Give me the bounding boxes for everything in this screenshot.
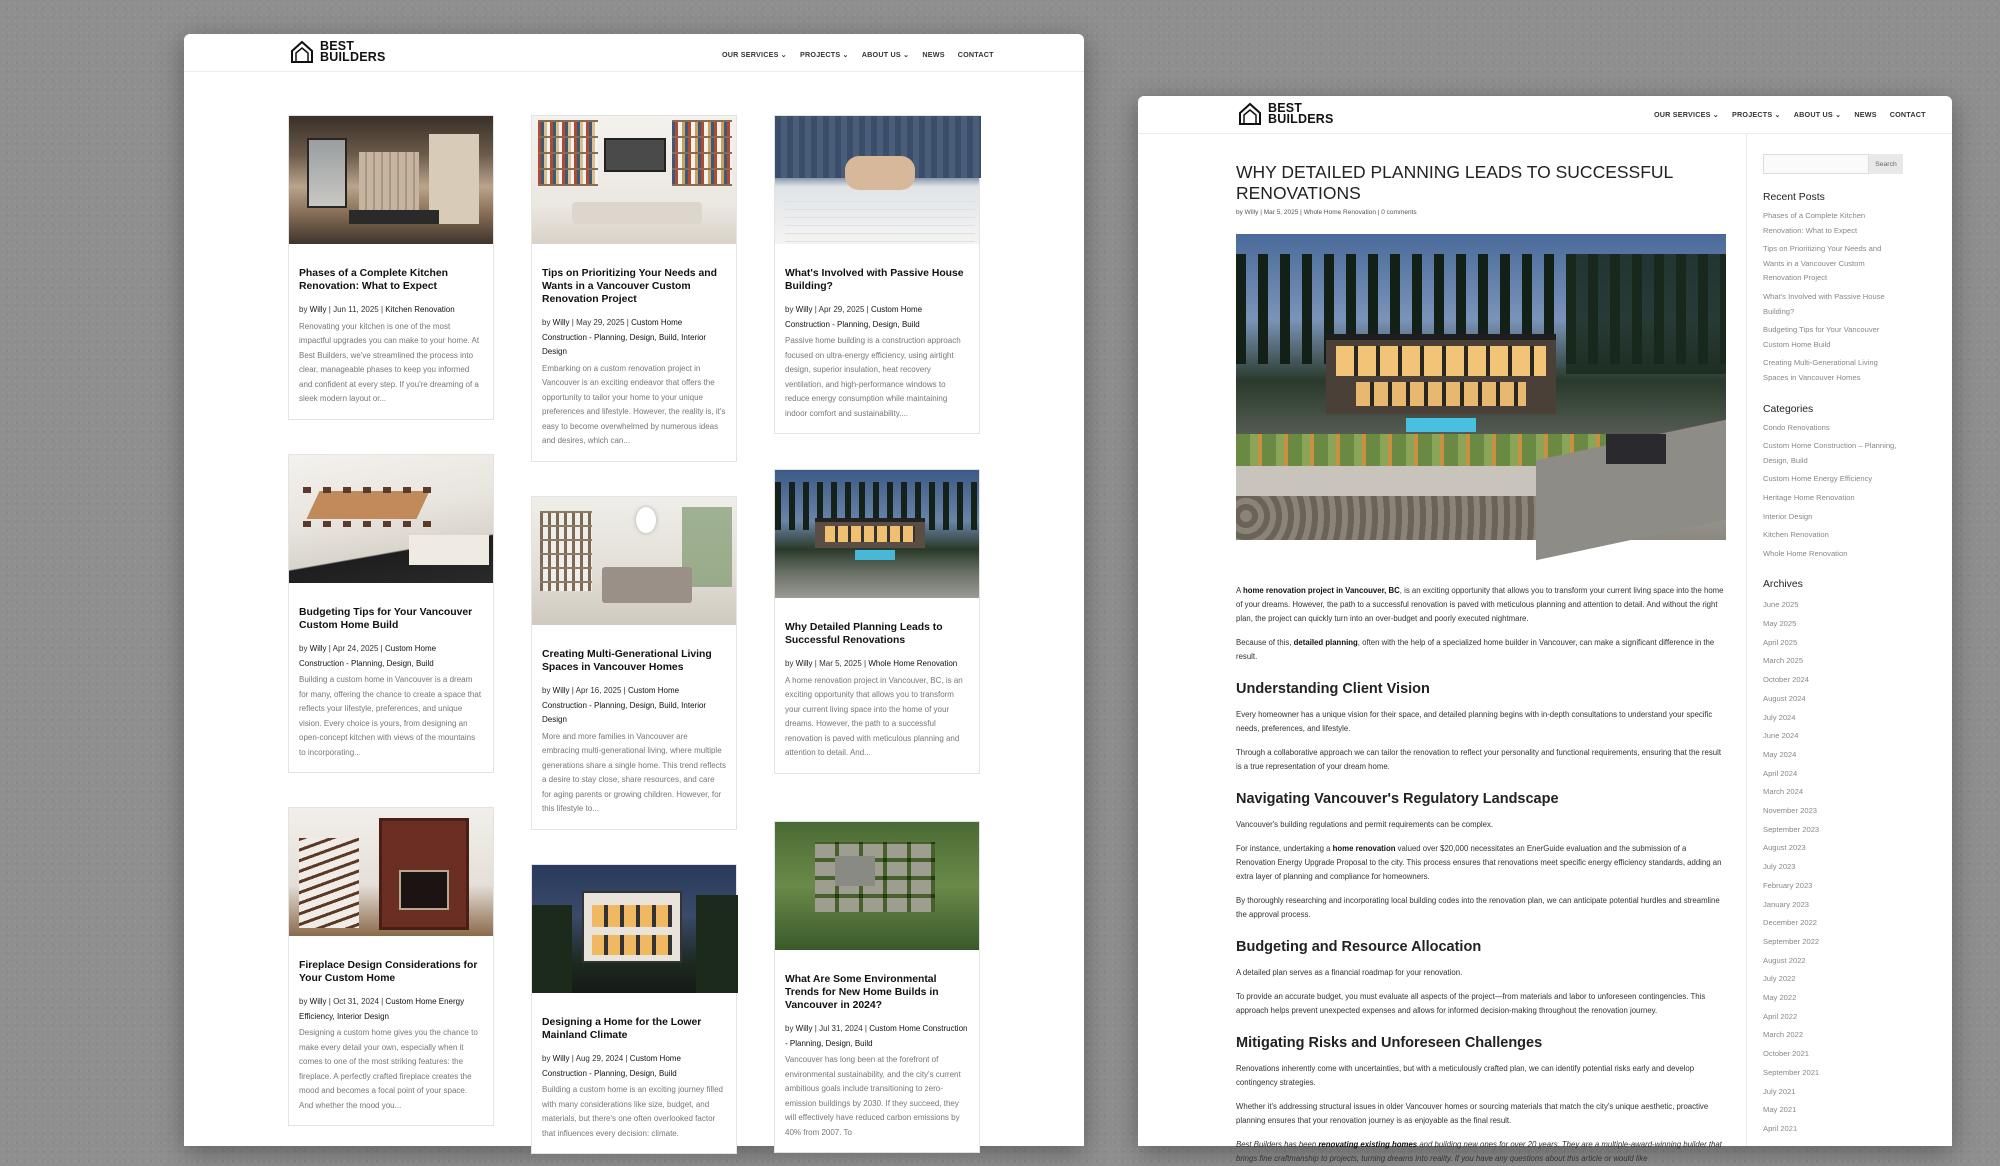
archive-link[interactable]: October 2024 [1763,675,1810,685]
article-paragraph: Best Builders has been renovating existing homes and building new ones for over 20 years. They are a multiple-award-winning builder that brings fine craftmanship to projects, turning dreams into reality. If you have any questions about this article or would like [1236,1140,1722,1163]
post-title[interactable]: Tips on Prioritizing Your Needs and Wants in a Vancouver Custom Renovation Project [542,268,717,305]
site-header [184,34,1084,72]
blog-listing-window [184,34,1084,1146]
post-author[interactable]: Willy [552,1054,570,1063]
category-link[interactable]: Kitchen Renovation [1763,530,1829,540]
archive-link[interactable]: January 2023 [1763,899,1810,909]
post-category[interactable]: Custom Home Construction - Planning, Design, Build [785,1024,968,1048]
post-thumbnail[interactable] [289,808,493,936]
post-excerpt: A home renovation project in Vancouver, BC, is an exciting opportunity that allows you to transform your current living space into the home of your dreams. However, the path to a successful renovation is paved with meticulous planning and attention to detail. And... [785,675,963,757]
blog-card[interactable] [288,115,494,420]
article-paragraph: For instance, undertaking a home renovation valued over $20,000 necessitates an EnerGuide evaluation and the submission of a Renovation Energy Upgrade Proposal to the city. This process ensures that renovations meet specific energy efficiency standards, adding an extra layer of planning and compliance for homeowners. [1236,844,1722,881]
post-meta: by Willy | Jun 11, 2025 | Kitchen Renovation [299,305,455,314]
post-thumbnail[interactable] [532,116,736,244]
site-header [1138,96,1952,134]
post-title[interactable]: Designing a Home for the Lower Mainland Climate [542,1017,702,1041]
article-category[interactable]: Whole Home Renovation [1303,209,1376,216]
recent-posts-title: Recent Posts [1763,192,1825,203]
archives-list [1763,596,1903,1138]
post-thumbnail[interactable] [775,116,979,244]
article-title: WHY DETAILED PLANNING LEADS TO SUCCESSFUL RENOVATIONS [1236,162,1673,203]
post-meta: by Willy | Apr 16, 2025 | Custom Home Construction - Planning, Design, Build, Interior Design [542,686,707,724]
post-excerpt: Renovating your kitchen is one of the most impactful upgrades you can make to your home. At Best Builders, we've streamlined the process into clear, manageable phases to keep you informed and confident at every step. If you're dreaming of a sleek modern layout or... [299,321,480,403]
nav-item-about-us[interactable]: ABOUT US ⌄ [861,50,910,59]
search-button[interactable]: Search [1869,154,1903,174]
archive-link[interactable]: July 2023 [1763,862,1796,872]
categories-title: Categories [1763,403,1814,415]
sidebar [1763,154,1903,1139]
post-author[interactable]: Willy [552,686,570,695]
article-author[interactable]: Willy [1244,209,1259,216]
post-author[interactable]: Willy [552,318,570,327]
post-meta: by Willy | Apr 29, 2025 | Custom Home Construction - Planning, Design, Build [785,305,923,329]
category-link[interactable]: Interior Design [1763,511,1813,521]
article-paragraph: Every homeowner has a unique vision for their space, and detailed planning begins with in-depth consultations to understand your specific needs, preferences, and lifestyle. [1236,710,1713,733]
article-paragraph: Through a collaborative approach we can tailor the renovation to reflect your personality and functional requirements, ensuring that the result is a true representation of your dream home. [1236,748,1721,771]
nav-item-contact[interactable]: CONTACT [957,50,994,59]
main-nav [1654,110,1926,119]
category-link[interactable]: Whole Home Renovation [1763,548,1848,558]
archive-link[interactable]: August 2024 [1763,693,1806,703]
archive-link[interactable]: August 2023 [1763,843,1806,853]
post-category[interactable]: Custom Home Construction - Planning, Design, Build, Interior Design [542,318,707,356]
article-paragraph: A home renovation project in Vancouver, BC, is an exciting opportunity that allows you to transform your current living space into the home of your dreams. However, the path to a successful renovation is paved with meticulous planning and attention to detail. And without the right plan, the project can quickly turn into an over-budget and poorly executed nightmare. [1236,586,1724,623]
post-author[interactable]: Willy [795,1024,813,1033]
inline-link[interactable]: home renovation project in Vancouver, BC [1242,586,1400,595]
archive-link[interactable]: March 2025 [1763,656,1804,666]
article-paragraph: Because of this, detailed planning, often with the help of a specialized home builder in Vancouver, can make a significant difference in the result. [1236,638,1715,661]
post-title[interactable]: Creating Multi-Generational Living Spaces in Vancouver Homes [542,649,712,673]
post-category[interactable]: Custom Home Construction - Planning, Design, Build [542,1054,681,1078]
post-excerpt: Designing a custom home gives you the chance to make every detail your own, especially when it comes to one of the most striking features: the fireplace. A perfectly crafted fireplace creates the mood and becomes a focal point of your space. And whether the mood you... [299,1028,478,1110]
article-paragraph: Renovations inherently come with uncertainties, but with a meticulously crafted plan, we can identify potential risks early and develop contingency strategies. [1236,1064,1695,1087]
post-author[interactable]: Willy [795,659,813,668]
post-excerpt: Embarking on a custom renovation project in Vancouver is an exciting endeavor that offers the opportunity to tailor your home to your unique preferences and lifestyle. However, the reality is, it's easy to become overwhelmed by numerous ideas and desires, which can... [542,363,726,445]
article-comments-link[interactable]: 0 comments [1381,209,1417,216]
blog-card[interactable] [774,821,980,1153]
post-category[interactable]: Custom Home Energy Efficiency, Interior Design [299,997,465,1021]
archive-link[interactable]: September 2022 [1763,936,1820,946]
category-link[interactable]: Heritage Home Renovation [1763,492,1855,502]
article-paragraph: Vancouver's building regulations and permit requirements can be complex. [1236,820,1494,829]
nav-item-our-services[interactable]: OUR SERVICES ⌄ [1654,110,1720,119]
blog-card[interactable] [774,469,980,774]
article-hero-image [1236,234,1726,540]
recent-post-link[interactable]: Budgeting Tips for Your Vancouver Custom Home Build [1763,325,1880,349]
post-thumbnail[interactable] [289,455,493,583]
article-paragraph: By thoroughly researching and incorporating local building codes into the renovation plan, we can anticipate potential hurdles and streamline the approval process. [1236,896,1720,919]
archive-link[interactable]: July 2022 [1763,974,1796,984]
archive-link[interactable]: June 2025 [1763,600,1799,610]
archive-link[interactable]: June 2024 [1763,731,1799,741]
sidebar-divider [1746,134,1747,1146]
archive-link[interactable]: May 2025 [1763,618,1797,628]
archive-link[interactable]: October 2021 [1763,1049,1810,1059]
archives-title: Archives [1763,579,1803,591]
archive-link[interactable]: March 2024 [1763,787,1804,797]
archive-link[interactable]: September 2023 [1763,824,1820,834]
blog-card[interactable] [531,115,737,462]
nav-item-projects[interactable]: PROJECTS ⌄ [1732,110,1781,119]
archive-link[interactable]: April 2024 [1763,768,1798,778]
archive-link[interactable]: November 2023 [1763,806,1818,816]
post-meta: by Willy | Apr 24, 2025 | Custom Home Construction - Planning, Design, Build [299,644,437,668]
post-excerpt: Vancouver has long been at the forefront of environmental sustainability, and the city's current ambitious goals include transitioning to zero-emission buildings by 2030. If they succeed, they will effectively have reduced carbon emissions by 40% from 2007. To [785,1055,961,1137]
house-logo-icon [290,40,314,64]
post-thumbnail[interactable] [289,116,493,244]
post-excerpt: Building a custom home is an exciting journey filled with many considerations like size, budget, and materials, but there's one often overlooked factor that influences every decision: climate. [542,1085,723,1138]
recent-post-link[interactable]: Phases of a Complete Kitchen Renovation: What to Expect [1763,211,1866,235]
blog-card[interactable] [774,115,980,434]
post-category[interactable]: Whole Home Renovation [868,659,958,668]
article-heading: Understanding Client Vision [1236,681,1430,697]
post-title[interactable]: Why Detailed Planning Leads to Successful Renovations [785,622,943,646]
archive-link[interactable]: April 2022 [1763,1011,1798,1021]
post-category[interactable]: Kitchen Renovation [385,305,455,314]
archive-link[interactable]: April 2025 [1763,637,1798,647]
archive-link[interactable]: May 2024 [1763,749,1797,759]
blog-card[interactable] [531,864,737,1154]
post-category[interactable]: Custom Home Construction - Planning, Design, Build, Interior Design [542,686,707,724]
nav-item-news[interactable]: NEWS [922,50,945,59]
archive-link[interactable]: July 2021 [1763,1086,1796,1096]
recent-post-link[interactable]: Creating Multi-Generational Living Spaces in Vancouver Homes [1763,358,1878,382]
nav-item-about-us[interactable]: ABOUT US ⌄ [1793,110,1842,119]
article-meta: by Willy | Mar 5, 2025 | Whole Home Renovation | 0 comments [1236,209,1417,216]
archive-link[interactable]: May 2022 [1763,993,1797,1003]
site-logo[interactable] [290,40,386,64]
main-nav [722,50,994,59]
post-meta: by Willy | Jul 31, 2024 | Custom Home Construction - Planning, Design, Build [785,1024,968,1048]
post-meta: by Willy | Aug 29, 2024 | Custom Home Construction - Planning, Design, Build [542,1054,681,1078]
article [1236,162,1726,1166]
logo-text: BEST BUILDERS [320,39,386,64]
article-paragraph: To provide an accurate budget, you must evaluate all aspects of the project—from materials and labor to unforeseen contingencies. This approach helps prevent unexpected expenses and allows for informed decision-making throughout the renovation journey. [1236,992,1706,1015]
post-category[interactable]: Custom Home Construction - Planning, Design, Build [299,644,437,668]
article-heading: Budgeting and Resource Allocation [1236,939,1482,955]
post-author[interactable]: Willy [309,644,327,653]
post-title[interactable]: Fireplace Design Considerations for Your Custom Home [299,960,478,984]
blog-card[interactable] [288,807,494,1126]
article-paragraph: Whether it's addressing structural issues in older Vancouver homes or sourcing materials that match the city's unique aesthetic, proactive planning ensures that your renovation journey is as enjoyable as the final result. [1236,1102,1709,1125]
post-thumbnail[interactable] [775,822,979,950]
category-link[interactable]: Condo Renovations [1763,422,1830,432]
nav-item-our-services[interactable]: OUR SERVICES ⌄ [722,50,788,59]
archive-link[interactable]: May 2021 [1763,1105,1797,1115]
post-title[interactable]: What Are Some Environmental Trends for New Home Builds in Vancouver in 2024? [785,974,939,1011]
site-logo[interactable] [1238,102,1334,126]
post-thumbnail[interactable] [532,865,736,993]
post-excerpt: Building a custom home in Vancouver is a dream for many, offering the chance to create a space that reflects your lifestyle, preferences, and unique vision. Every choice is yours, from designing an open-concept kitchen with views of the mountains to incorporating... [299,675,482,757]
archive-link[interactable]: April 2021 [1763,1123,1798,1133]
post-thumbnail[interactable] [775,470,979,598]
post-title[interactable]: Budgeting Tips for Your Vancouver Custom Home Build [299,607,473,631]
post-title[interactable]: What's Involved with Passive House Building? [785,268,964,292]
recent-post-link[interactable]: Tips on Prioritizing Your Needs and Wants in a Vancouver Custom Renovation Project [1763,244,1882,283]
post-meta: by Willy | May 29, 2025 | Custom Home Construction - Planning, Design, Build, Interior Design [542,318,707,356]
post-author[interactable]: Willy [309,305,327,314]
post-meta: by Willy | Mar 5, 2025 | Whole Home Renovation [785,659,958,668]
blog-card[interactable] [288,454,494,773]
post-author[interactable]: Willy [795,305,813,314]
nav-item-contact[interactable]: CONTACT [1889,110,1926,119]
archive-link[interactable]: March 2022 [1763,1030,1804,1040]
post-title[interactable]: Phases of a Complete Kitchen Renovation: What to Expect [299,268,448,292]
archive-link[interactable]: December 2022 [1763,918,1818,928]
archive-link[interactable]: September 2021 [1763,1067,1820,1077]
article-paragraph: A detailed plan serves as a financial roadmap for your renovation. [1236,968,1463,977]
archive-link[interactable]: July 2024 [1763,712,1796,722]
post-meta: by Willy | Oct 31, 2024 | Custom Home Energy Efficiency, Interior Design [299,997,465,1021]
post-excerpt: Passive home building is a construction approach focused on ultra-energy efficiency, using airtight design, superior insulation, heat recovery ventilation, and high-performance windows to reduce energy consumption while maintaining indoor comfort and sustainability.... [785,336,961,418]
article-window [1138,96,1952,1163]
inline-link[interactable]: home renovation [1332,844,1396,853]
archive-link[interactable]: August 2022 [1763,955,1806,965]
blog-card[interactable] [531,496,737,830]
category-link[interactable]: Custom Home Energy Efficiency [1763,474,1873,484]
nav-item-news[interactable]: NEWS [1854,110,1877,119]
post-thumbnail[interactable] [532,497,736,625]
nav-item-projects[interactable]: PROJECTS ⌄ [800,50,849,59]
house-logo-icon [1238,102,1262,126]
category-link[interactable]: Custom Home Construction – Planning, Design, Build [1763,441,1897,465]
archive-link[interactable]: February 2023 [1763,880,1813,890]
article-heading: Navigating Vancouver's Regulatory Landscape [1236,791,1559,807]
logo-text: BEST BUILDERS [1268,101,1334,126]
article-heading: Mitigating Risks and Unforeseen Challenges [1236,1035,1543,1051]
post-excerpt: More and more families in Vancouver are embracing multi-generational living, where multiple generations share a single home. This trend reflects a desire to stay close, share resources, and care for aging parents or growing children. However, for this lifestyle to... [542,731,726,813]
recent-post-link[interactable]: What's Involved with Passive House Building? [1763,291,1885,316]
sidebar-search [1763,154,1903,174]
search-input[interactable] [1763,154,1869,174]
post-author[interactable]: Willy [309,997,327,1006]
post-category[interactable]: Custom Home Construction - Planning, Design, Build [785,305,923,329]
inline-link[interactable]: renovating existing homes [1318,1140,1418,1149]
